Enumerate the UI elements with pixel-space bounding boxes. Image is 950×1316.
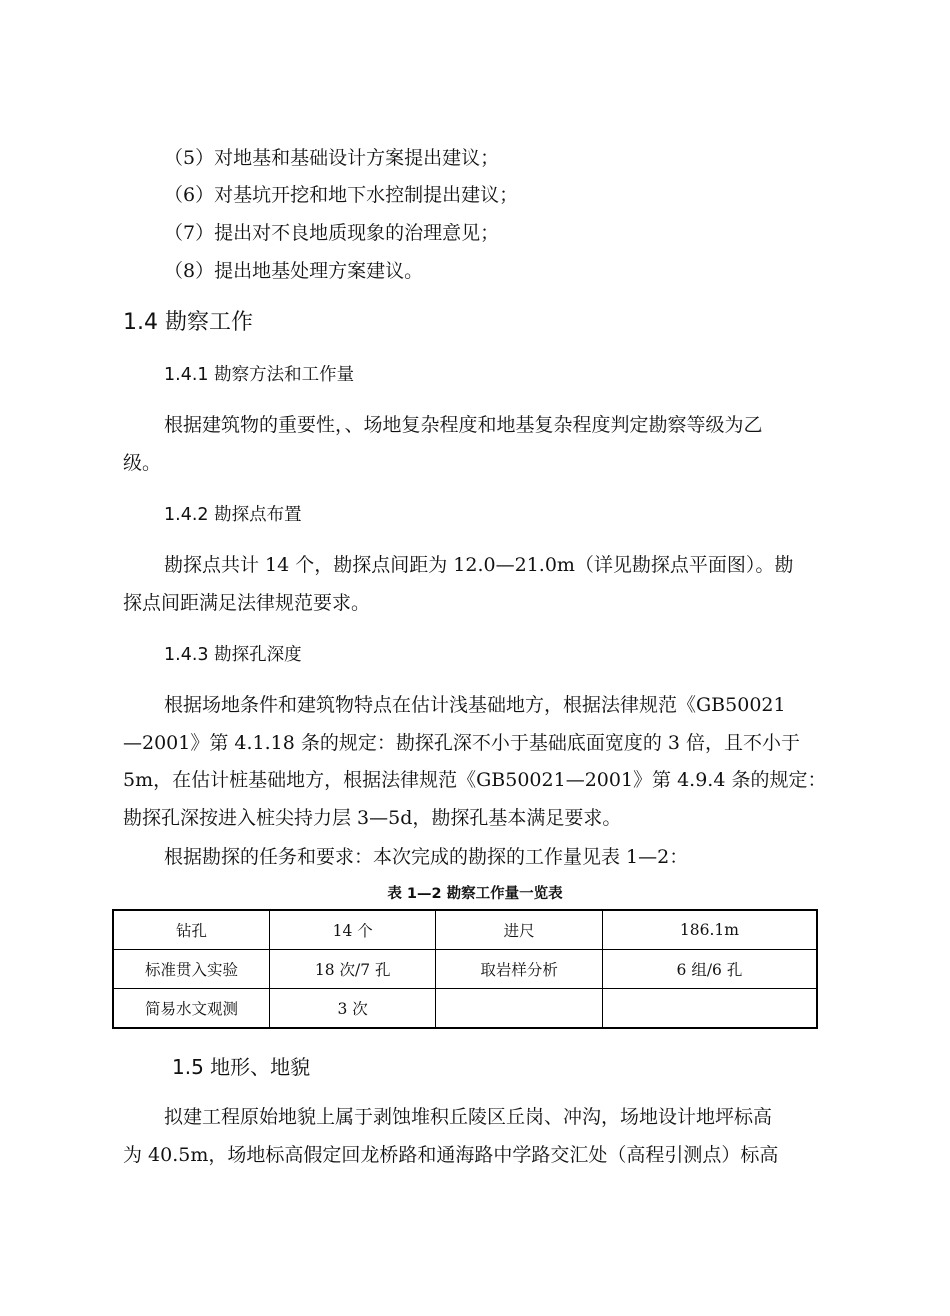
table-cell: 18 次/7 孔 [269, 950, 435, 989]
table-row [113, 910, 817, 950]
paragraph-line: 5m，在估计桩基础地方，根据法律规范《GB50021—2001》第 4.9.4 条的规定： [123, 769, 827, 791]
paragraph-line: 勘探孔深按进入桩尖持力层 3—5d，勘探孔基本满足要求。 [123, 807, 622, 829]
paragraph-line: 根据场地条件和建筑物特点在估计浅基础地方，根据法律规范《GB50021 [164, 694, 786, 716]
section-heading-1-5: 1.5 地形、地貌 [172, 1055, 311, 1079]
table-caption: 表 1—2 勘察工作量一览表 [387, 886, 563, 902]
subsection-heading-1-4-1: 1.4.1 勘察方法和工作量 [164, 365, 355, 385]
paragraph-line: —2001》第 4.1.18 条的规定：勘探孔深不小于基础底面宽度的 3 倍，且不小于 [123, 732, 801, 754]
subsection-heading-1-4-3: 1.4.3 勘探孔深度 [164, 645, 302, 665]
table-cell: 3 次 [269, 989, 435, 1029]
table-cell: 简易水文观测 [113, 989, 269, 1029]
paragraph-line: 为 40.5m，场地标高假定回龙桥路和通海路中学路交汇处（高程引测点）标高 [123, 1144, 779, 1166]
table-cell: 钻孔 [113, 910, 269, 950]
table-cell: 进尺 [436, 910, 602, 950]
section-heading-1-4: 1.4 勘察工作 [123, 310, 253, 335]
workload-table [112, 909, 818, 1029]
paragraph-line: 探点间距满足法律规范要求。 [123, 592, 371, 614]
paragraph-line: 根据建筑物的重要性，、场地复杂程度和地基复杂程度判定勘察等级为乙 [164, 414, 763, 436]
paragraph-line: 拟建工程原始地貌上属于剥蚀堆积丘陵区丘岗、冲沟，场地设计地坪标高 [164, 1106, 773, 1128]
list-item: （7）提出对不良地质现象的治理意见； [164, 222, 500, 244]
table-row [113, 989, 817, 1029]
paragraph-line: 级。 [123, 452, 162, 474]
list-item: （8）提出地基处理方案建议。 [164, 260, 424, 282]
list-item: （5）对地基和基础设计方案提出建议； [164, 147, 500, 169]
table-cell [436, 989, 602, 1029]
list-item: （6）对基坑开挖和地下水控制提出建议； [164, 184, 519, 206]
table-row [113, 950, 817, 989]
table-cell: 14 个 [269, 910, 435, 950]
paragraph-line: 勘探点共计 14 个，勘探点间距为 12.0—21.0m（详见勘探点平面图）。勘 [164, 554, 794, 576]
table-cell: 标准贯入实验 [113, 950, 269, 989]
table-cell: 6 组/6 孔 [602, 950, 817, 989]
table-cell [602, 989, 817, 1029]
table-cell: 186.1m [602, 910, 817, 950]
paragraph-line: 根据勘探的任务和要求：本次完成的勘探的工作量见表 1—2： [164, 846, 689, 868]
table-cell: 取岩样分析 [436, 950, 602, 989]
subsection-heading-1-4-2: 1.4.2 勘探点布置 [164, 505, 302, 525]
